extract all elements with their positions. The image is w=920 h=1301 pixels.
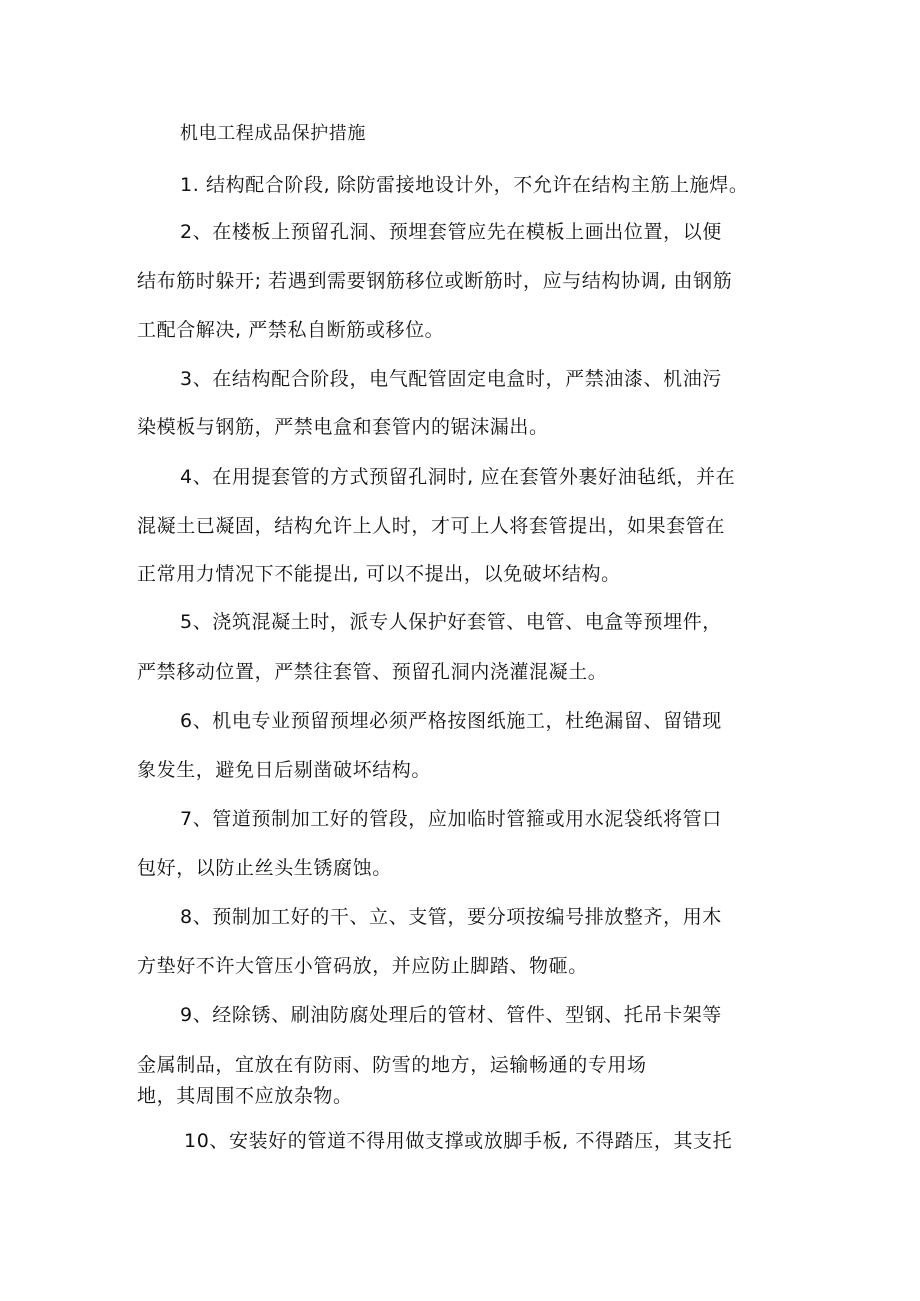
paragraph-9-line-3: 地，其周围不应放杂物。 [137,1085,353,1107]
paragraph-6-line-2: 象发生，避免日后剔凿破坏结构。 [137,759,432,781]
paragraph-9-line-2: 金属制品，宜放在有防雨、防雪的地方，运输畅通的专用场 [137,1054,647,1076]
paragraph-7-line-1: 7、管道预制加工好的管段，应加临时管箍或用水泥袋纸将管口 [180,808,722,830]
document-title: 机电工程成品保护措施 [180,123,366,144]
paragraph-4-line-2: 混凝土已凝固，结构允许上人时，才可上人将套管提出，如果套管在 [137,515,726,537]
paragraph-1-line-1: 1. 结构配合阶段, 除防雷接地设计外，不允许在结构主筋上施焊。 [180,174,749,196]
paragraph-4-line-3: 正常用力情况下不能提出, 可以不提出，以免破坏结构。 [137,563,621,585]
paragraph-3-line-1: 3、在结构配合阶段，电气配管固定电盒时，严禁油漆、机油污 [180,368,722,390]
paragraph-3-line-2: 染模板与钢筋，严禁电盒和套管内的锯沫漏出。 [137,416,549,438]
paragraph-8-line-1: 8、预制加工好的干、立、支管，要分项按编号排放整齐，用木 [180,906,722,928]
paragraph-2-line-1: 2、在楼板上预留孔洞、预埋套管应先在模板上画出位置，以便 [180,221,722,243]
paragraph-2-line-2: 结布筋时躲开; 若遇到需要钢筋移位或断筋时，应与结构协调, 由钢筋 [137,270,733,292]
paragraph-5-line-2: 严禁移动位置，严禁往套管、预留孔洞内浇灌混凝土。 [137,661,608,683]
paragraph-4-line-1: 4、在用提套管的方式预留孔洞时, 应在套管外裹好油毡纸，并在 [180,466,736,488]
paragraph-7-line-2: 包好，以防止丝头生锈腐蚀。 [137,857,392,879]
paragraph-8-line-2: 方垫好不许大管压小管码放，并应防止脚踏、物砸。 [137,955,588,977]
paragraph-2-line-3: 工配合解决, 严禁私自断筋或移位。 [137,319,445,341]
paragraph-6-line-1: 6、机电专业预留预埋必须严格按图纸施工，杜绝漏留、留错现 [180,710,722,732]
paragraph-9-line-1: 9、经除锈、刷油防腐处理后的管材、管件、型钢、托吊卡架等 [180,1004,722,1026]
paragraph-10-line-1: 10、安装好的管道不得用做支撑或放脚手板, 不得踏压，其支托 [184,1130,733,1152]
paragraph-5-line-1: 5、浇筑混凝土时，派专人保护好套管、电管、电盒等预埋件， [180,611,722,633]
